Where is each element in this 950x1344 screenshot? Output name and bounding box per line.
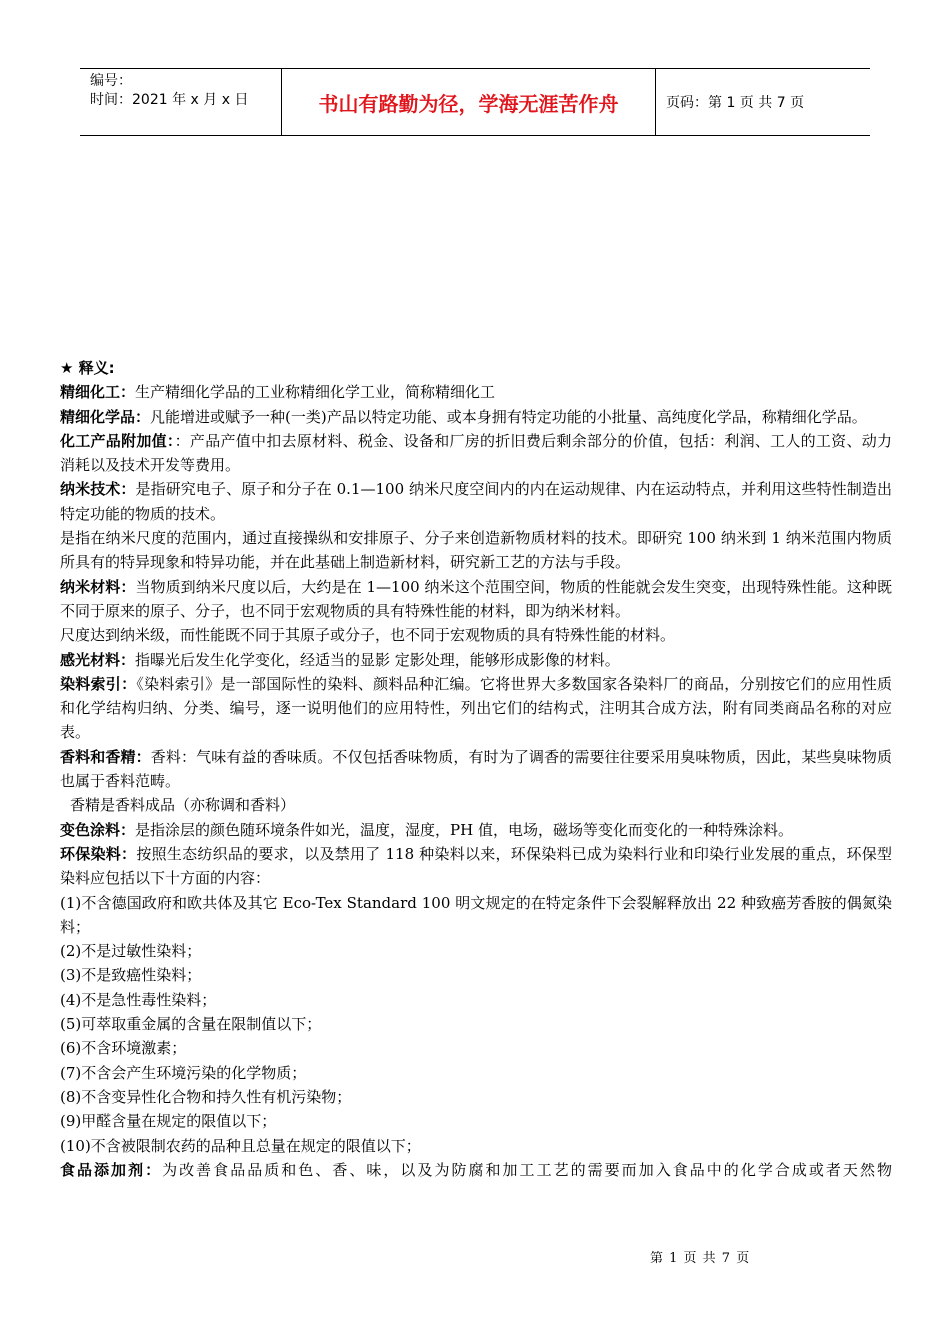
- term: 精细化工：: [60, 383, 136, 402]
- list-item: (5)可萃取重金属的含量在限制值以下；: [60, 1015, 322, 1034]
- header-page-info: 页码：第 1 页 共 7 页: [666, 95, 805, 111]
- term: 纳米材料：: [60, 577, 136, 596]
- definition-nanotechnology: [60, 477, 892, 526]
- section-title: ★ 释义:: [60, 359, 115, 377]
- list-item: (4)不是急性毒性染料；: [60, 990, 217, 1009]
- definition-text: 《染料索引》是一部国际性的染料、颜料品种汇编。它将世界大多数国家各染料厂的商品，分别按它们的应用性质和化学结构归纳、分类、编号，逐一说明他们的应用特性，列出它们的结构式，注明其合成方法，附有同类商品名称的对应表。: [60, 674, 892, 742]
- term: 变色涂料：: [60, 820, 136, 839]
- document-date: 时间：2021 年 x 月 x 日: [90, 92, 249, 108]
- definition-fine-chemicals: [60, 405, 892, 429]
- term: 食品添加剂：: [60, 1160, 163, 1179]
- document-body: [60, 356, 892, 1182]
- definition-food-additive: [60, 1158, 892, 1182]
- definition-text: 当物质到纳米尺度以后，大约是在 1—100 纳米这个范围空间，物质的性能就会发生突变，出现特殊性能。这种既不同于原来的原子、分子，也不同于宏观物质的具有特殊性能的材料，即为纳米材料。: [60, 577, 892, 620]
- definition-fine-chemical-industry: [60, 380, 892, 404]
- header-meta: [80, 69, 282, 135]
- definition-photosensitive-material: [60, 648, 892, 672]
- document-number: 编号：: [90, 73, 132, 89]
- list-item: (8)不含变异性化合物和持久性有机污染物；: [60, 1087, 352, 1106]
- definition-text: 是指研究电子、原子和分子在 0.1—100 纳米尺度空间内的内在运动规律、内在运动特点，并利用这些特性制造出特定功能的物质的技术。: [60, 480, 892, 523]
- term: 感光材料：: [60, 650, 136, 669]
- list-item: (9)甲醛含量在规定的限值以下；: [60, 1112, 277, 1131]
- paragraph-nanomaterials-extra: 尺度达到纳米级，而性能既不同于其原子或分子，也不同于宏观物质的具有特殊性能的材料。: [60, 626, 676, 645]
- definition-added-value: [60, 429, 892, 478]
- term: 环保染料：: [60, 844, 137, 863]
- page-footer: 第 1 页 共 7 页: [650, 1251, 751, 1266]
- definition-text: 为改善食品品质和色、香、味，以及为防腐和加工工艺的需要而加入食品中的化学合成或者天然物: [162, 1160, 892, 1179]
- term: 精细化学品：: [60, 407, 151, 426]
- definition-fragrance: [60, 745, 892, 794]
- paragraph-nanotechnology-extra: 是指在纳米尺度的范围内，通过直接操纵和安排原子、分子来创造新物质材料的技术。即研究 100 纳米到 1 纳米范围内物质所具有的特异现象和特异功能，并在此基础上制造新材料，研究新工艺的方法与手段。: [60, 529, 892, 572]
- definition-text: ：产品产值中扣去原材料、税金、设备和厂房的折旧费后剩余部分的价值，包括：利润、工人的工资、动力消耗以及技术开发等费用。: [60, 431, 892, 475]
- definition-colour-index: [60, 672, 892, 745]
- definition-eco-dyes: [60, 842, 892, 891]
- definition-text: 是指涂层的颜色随环境条件如光，温度，湿度，PH 值，电场，磁场等变化而变化的一种特殊涂料。: [135, 820, 793, 839]
- term: 香料和香精：: [60, 747, 151, 766]
- term: 纳米技术：: [60, 480, 136, 499]
- definition-text: 香料：气味有益的香味质。不仅包括香味物质，有时为了调香的需要往往要采用臭味物质，因此，某些臭味物质也属于香料范畴。: [60, 747, 892, 791]
- paragraph-essence: 香精是香料成品（亦称调和香料）: [70, 796, 296, 815]
- definition-text: 生产精细化学品的工业称精细化学工业，简称精细化工: [135, 383, 496, 402]
- definition-text: 凡能增进或赋予一种(一类)产品以特定功能、或本身拥有特定功能的小批量、高纯度化学品，称精细化学品。: [150, 407, 867, 426]
- list-item: (6)不含环境激素；: [60, 1039, 187, 1058]
- definition-text: 指曝光后发生化学变化，经适当的显影 定影处理，能够形成影像的材料。: [135, 650, 620, 669]
- list-item: (1)不含德国政府和欧共体及其它 Eco-Tex Standard 100 明文规定的在特定条件下会裂解释放出 22 种致癌芳香胺的偶氮染料；: [60, 893, 892, 936]
- definition-color-changing-coating: [60, 818, 892, 842]
- list-item: (3)不是致癌性染料；: [60, 966, 202, 985]
- list-item: (7)不含会产生环境污染的化学物质；: [60, 1063, 307, 1082]
- definition-text: 按照生态纺织品的要求，以及禁用了 118 种染料以来，环保染料已成为染料行业和印染行业发展的重点，环保型染料应包括以下十方面的内容：: [60, 844, 892, 888]
- document-header: [80, 68, 870, 136]
- definition-nanomaterials: [60, 575, 892, 624]
- list-item: (2)不是过敏性染料；: [60, 942, 202, 961]
- term: 染料索引：: [60, 674, 137, 693]
- header-motto: 书山有路勤为径，学海无涯苦作舟: [282, 69, 656, 135]
- term: 化工产品附加值：: [60, 431, 175, 450]
- list-item: (10)不含被限制农药的品种且总量在规定的限值以下；: [60, 1136, 421, 1155]
